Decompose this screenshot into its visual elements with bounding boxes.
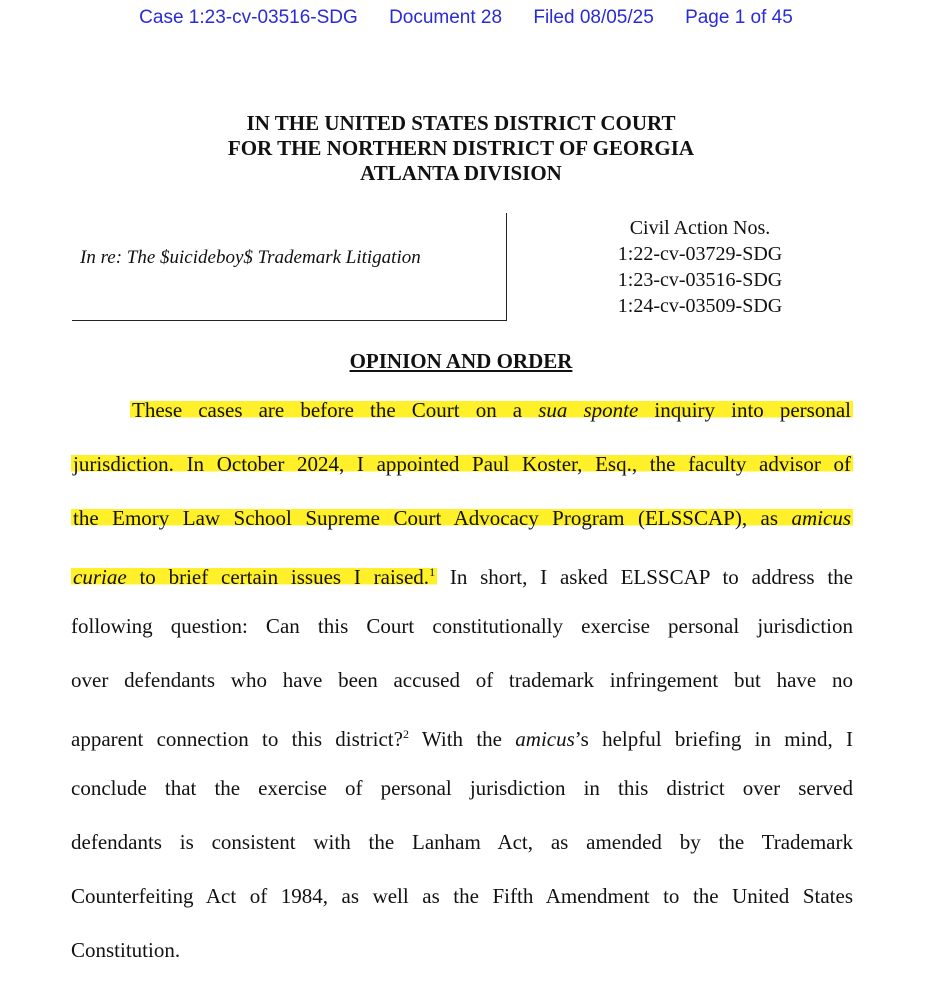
ecf-document-number: Document 28 <box>389 7 503 28</box>
civil-action-label: Civil Action Nos. <box>629 217 771 239</box>
paragraph-line: apparent connection to this district?$^2$ With the amicus’s helpful briefing in mind, I <box>71 727 853 751</box>
caption-case-name: In re: The $uicideboy$ Trademark Litigation <box>80 247 421 268</box>
court-heading-line-1: IN THE UNITED STATES DISTRICT COURT <box>246 111 676 135</box>
highlighted-text: jurisdiction. In October 2024, I appointed Paul Koster, Esq., the faculty advisor of <box>73 452 851 476</box>
footnote-marker: 2 <box>402 727 409 741</box>
civil-action-number: 1:22-cv-03729-SDG <box>617 243 783 265</box>
paragraph-line: Counterfeiting Act of 1984, as well as the Fifth Amendment to the United States <box>71 884 853 908</box>
paragraph-line: curiae to brief certain issues I raised.$^1$ In short, I asked ELSSCAP to address the <box>73 565 853 589</box>
footnote-marker: 1 <box>429 565 436 579</box>
paragraph-line: conclude that the exercise of personal jurisdiction in this district over served <box>71 776 853 800</box>
paragraph-line <box>71 505 853 531</box>
caption-vertical-rule <box>506 213 507 321</box>
paragraph-line: over defendants who have been accused of trademark infringement but have no <box>71 668 853 692</box>
ecf-page-number: Page 1 of 45 <box>685 7 793 28</box>
paragraph-line: defendants is consistent with the Lanham Act, as amended by the Trademark <box>71 830 853 854</box>
paragraph-line: following question: Can this Court constitutionally exercise personal jurisdiction <box>71 614 853 638</box>
paragraph-line <box>130 397 853 423</box>
civil-action-numbers <box>590 215 810 319</box>
highlighted-text: the Emory Law School Supreme Court Advocacy Program (ELSSCAP), as amicus <box>73 506 851 530</box>
court-heading <box>0 111 922 186</box>
caption-horizontal-rule <box>72 320 507 321</box>
ecf-case-number: Case 1:23-cv-03516-SDG <box>139 7 358 28</box>
court-heading-line-2: FOR THE NORTHERN DISTRICT OF GEORGIA <box>227 136 695 160</box>
paragraph-line: Constitution. <box>71 938 181 962</box>
highlighted-text: curiae to brief certain issues I raised.$^1$ <box>73 565 436 589</box>
ecf-filed-date: Filed 08/05/25 <box>533 7 654 28</box>
paragraph-line <box>71 451 853 477</box>
civil-action-number: 1:23-cv-03516-SDG <box>617 269 783 291</box>
opinion-title: OPINION AND ORDER <box>349 349 573 373</box>
court-heading-line-3: ATLANTA DIVISION <box>360 161 562 185</box>
highlighted-text: These cases are before the Court on a sua sponte inquiry into personal <box>132 398 851 422</box>
ecf-header-stamp <box>0 7 932 29</box>
civil-action-number: 1:24-cv-03509-SDG <box>617 295 783 317</box>
